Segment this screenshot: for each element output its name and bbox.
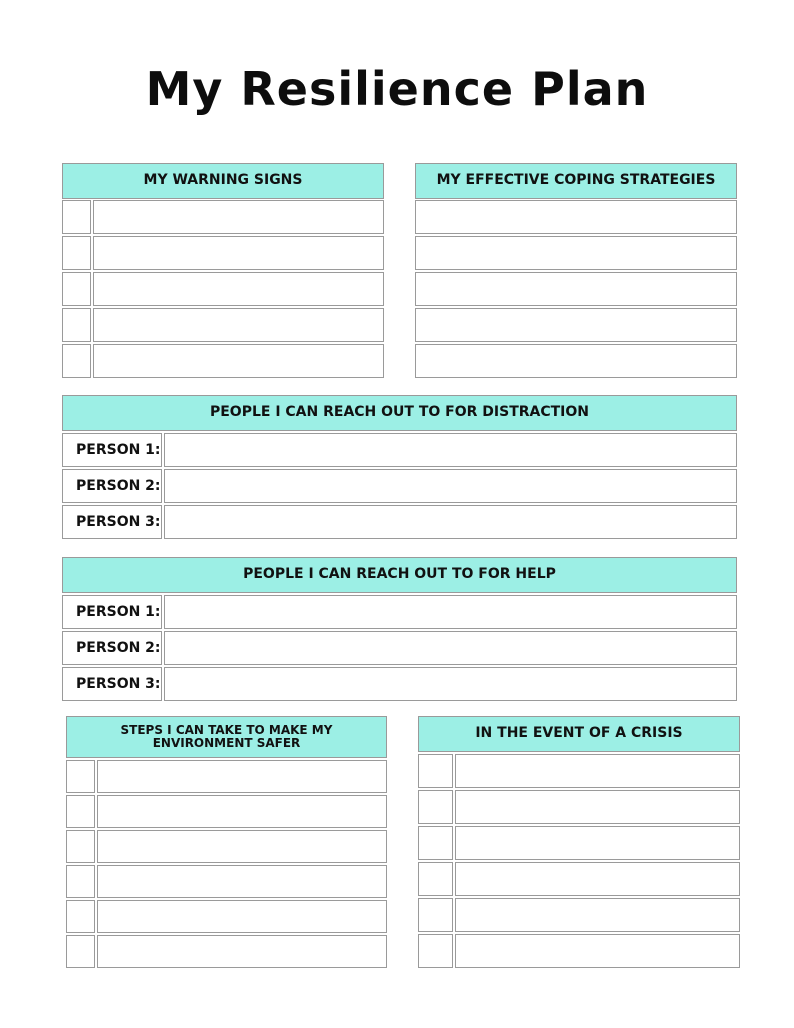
- distraction-person-row: [62, 469, 737, 503]
- warning-sign-field[interactable]: [93, 200, 384, 234]
- help-title: PEOPLE I CAN REACH OUT TO FOR HELP: [243, 566, 556, 583]
- person-label: PERSON 1:: [62, 595, 162, 629]
- distraction-section: [62, 395, 737, 539]
- distraction-person-row: [62, 505, 737, 539]
- environment-row: [66, 760, 387, 793]
- environment-checkbox[interactable]: [66, 865, 95, 898]
- warning-sign-row: [62, 308, 384, 342]
- environment-field[interactable]: [97, 795, 387, 828]
- crisis-field[interactable]: [455, 934, 740, 968]
- warning-sign-row: [62, 344, 384, 378]
- environment-row: [66, 935, 387, 968]
- coping-strategy-field[interactable]: [415, 236, 737, 270]
- environment-field[interactable]: [97, 830, 387, 863]
- help-person-row: [62, 667, 737, 701]
- warning-signs-rows: [62, 200, 384, 378]
- coping-strategy-field[interactable]: [415, 200, 737, 234]
- crisis-section: [418, 716, 740, 968]
- person-field[interactable]: [164, 469, 737, 503]
- crisis-checkbox[interactable]: [418, 754, 453, 788]
- crisis-rows: [418, 754, 740, 968]
- person-field[interactable]: [164, 667, 737, 701]
- warning-sign-checkbox[interactable]: [62, 200, 91, 234]
- crisis-field[interactable]: [455, 754, 740, 788]
- warning-sign-row: [62, 236, 384, 270]
- environment-row: [66, 795, 387, 828]
- crisis-row: [418, 826, 740, 860]
- crisis-checkbox[interactable]: [418, 826, 453, 860]
- coping-strategy-field[interactable]: [415, 344, 737, 378]
- warning-sign-checkbox[interactable]: [62, 272, 91, 306]
- warning-sign-field[interactable]: [93, 236, 384, 270]
- person-label: PERSON 2:: [62, 631, 162, 665]
- environment-row: [66, 830, 387, 863]
- person-label: PERSON 2:: [62, 469, 162, 503]
- crisis-field[interactable]: [455, 862, 740, 896]
- coping-strategies-title: MY EFFECTIVE COPING STRATEGIES: [436, 172, 716, 189]
- distraction-person-row: [62, 433, 737, 467]
- environment-title-line2: ENVIRONMENT SAFER: [152, 736, 301, 750]
- warning-sign-checkbox[interactable]: [62, 344, 91, 378]
- warning-sign-checkbox[interactable]: [62, 236, 91, 270]
- warning-signs-header: [62, 163, 384, 199]
- crisis-checkbox[interactable]: [418, 898, 453, 932]
- environment-field[interactable]: [97, 760, 387, 793]
- crisis-row: [418, 898, 740, 932]
- person-label: PERSON 3:: [62, 505, 162, 539]
- warning-sign-field[interactable]: [93, 272, 384, 306]
- environment-section: [66, 716, 387, 968]
- person-field[interactable]: [164, 505, 737, 539]
- crisis-checkbox[interactable]: [418, 790, 453, 824]
- warning-sign-row: [62, 200, 384, 234]
- help-person-row: [62, 595, 737, 629]
- coping-strategy-field[interactable]: [415, 308, 737, 342]
- coping-strategies-rows: [415, 200, 737, 378]
- distraction-title: PEOPLE I CAN REACH OUT TO FOR DISTRACTION: [209, 404, 590, 421]
- environment-checkbox[interactable]: [66, 830, 95, 863]
- environment-rows: [66, 760, 387, 968]
- crisis-row: [418, 934, 740, 968]
- person-field[interactable]: [164, 631, 737, 665]
- coping-strategy-field[interactable]: [415, 272, 737, 306]
- crisis-row: [418, 790, 740, 824]
- environment-field[interactable]: [97, 865, 387, 898]
- crisis-header: [418, 716, 740, 752]
- page-title: My Resilience Plan: [145, 62, 649, 116]
- crisis-row: [418, 862, 740, 896]
- environment-checkbox[interactable]: [66, 900, 95, 933]
- environment-row: [66, 900, 387, 933]
- environment-header: [66, 716, 387, 758]
- coping-strategies-section: [415, 163, 737, 378]
- warning-sign-field[interactable]: [93, 344, 384, 378]
- warning-sign-field[interactable]: [93, 308, 384, 342]
- person-label: PERSON 1:: [62, 433, 162, 467]
- coping-strategies-header: [415, 163, 737, 199]
- environment-checkbox[interactable]: [66, 795, 95, 828]
- crisis-checkbox[interactable]: [418, 934, 453, 968]
- environment-row: [66, 865, 387, 898]
- environment-checkbox[interactable]: [66, 935, 95, 968]
- crisis-title: IN THE EVENT OF A CRISIS: [475, 725, 683, 742]
- warning-signs-title: MY WARNING SIGNS: [143, 172, 303, 189]
- crisis-field[interactable]: [455, 790, 740, 824]
- person-field[interactable]: [164, 595, 737, 629]
- help-section: [62, 557, 737, 701]
- person-field[interactable]: [164, 433, 737, 467]
- crisis-row: [418, 754, 740, 788]
- help-person-row: [62, 631, 737, 665]
- person-label: PERSON 3:: [62, 667, 162, 701]
- environment-field[interactable]: [97, 935, 387, 968]
- environment-field[interactable]: [97, 900, 387, 933]
- warning-sign-checkbox[interactable]: [62, 308, 91, 342]
- crisis-field[interactable]: [455, 826, 740, 860]
- crisis-checkbox[interactable]: [418, 862, 453, 896]
- warning-signs-section: [62, 163, 384, 378]
- help-header: [62, 557, 737, 593]
- environment-checkbox[interactable]: [66, 760, 95, 793]
- distraction-header: [62, 395, 737, 431]
- warning-sign-row: [62, 272, 384, 306]
- crisis-field[interactable]: [455, 898, 740, 932]
- environment-title-line1: STEPS I CAN TAKE TO MAKE MY: [120, 722, 333, 737]
